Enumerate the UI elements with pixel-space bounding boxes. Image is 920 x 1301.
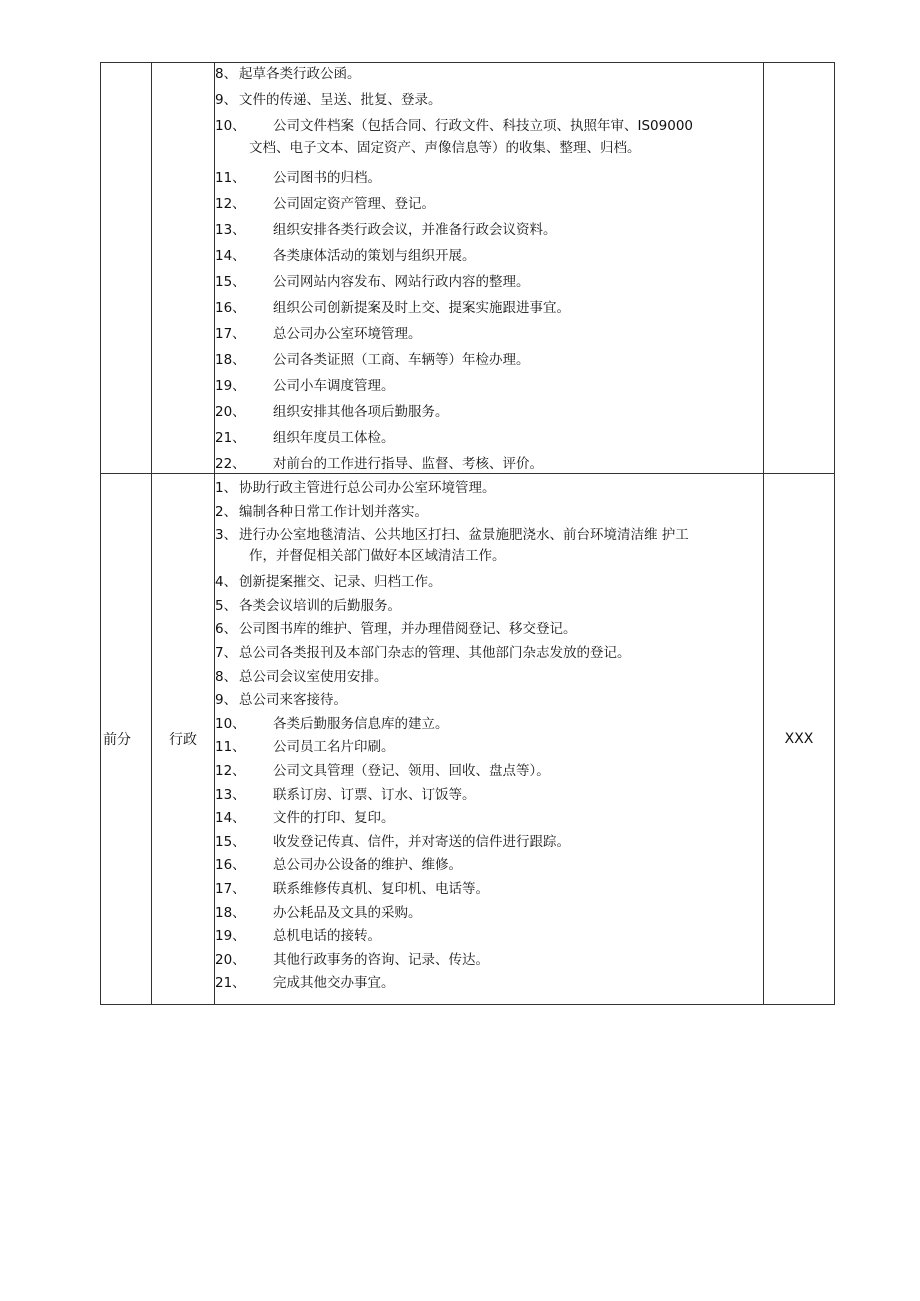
list-item <box>215 619 763 643</box>
item-text: 其他行政事务的咨询、记录、传达。 <box>273 951 489 968</box>
item-number: 1、 <box>215 480 238 496</box>
item-text: 总公司各类报刊及本部门杂志的管理、其他部门杂志发放的登记。 <box>239 644 631 661</box>
item-text: 总机电话的接转。 <box>273 928 381 945</box>
item-text: 创新提案摧交、记录、归档工作。 <box>239 574 442 591</box>
person-cell <box>764 63 835 474</box>
list-item <box>215 667 763 691</box>
list-item <box>215 63 763 89</box>
list-item <box>215 690 763 714</box>
list-item <box>215 478 763 502</box>
list-item <box>215 375 763 401</box>
list-item <box>215 193 763 219</box>
item-text: 各类康体活动的策划与组织开展。 <box>273 248 476 264</box>
item-number: 11、 <box>215 739 246 756</box>
item-number: 10、 <box>215 715 246 732</box>
list-item <box>215 401 763 427</box>
list-item <box>215 879 763 903</box>
item-text: 公司员工名片印刷。 <box>273 739 395 756</box>
item-text: 组织公司创新提案及时上交、提案实施跟进事宜。 <box>273 300 570 316</box>
item-number: 8、 <box>215 668 238 685</box>
item-text: 文件的传递、呈送、批复、登录。 <box>239 92 442 108</box>
list-item <box>215 427 763 453</box>
list-item <box>215 167 763 193</box>
department-cell: 前分 <box>101 474 152 1005</box>
item-number: 10、 <box>215 118 246 134</box>
list-item <box>215 903 763 927</box>
list-item <box>215 502 763 526</box>
item-text: 联系维修传真机、复印机、电话等。 <box>273 880 489 897</box>
list-item <box>215 115 763 167</box>
item-text: 文件的打印、复印。 <box>273 810 395 827</box>
duties-cell <box>215 63 764 474</box>
item-text: 组织安排其他各项后勤服务。 <box>273 404 449 420</box>
department-cell <box>101 63 152 474</box>
item-text-continued: 作，并督促相关部门做好本区域清洁工作。 <box>249 548 506 565</box>
item-text: 协助行政主管进行总公司办公室环境管理。 <box>239 480 496 496</box>
table-row <box>101 474 835 1005</box>
item-number: 4、 <box>215 574 238 591</box>
position-cell: 行政 <box>152 474 215 1005</box>
item-text: 组织安排各类行政会议，并准备行政会议资料。 <box>273 222 557 238</box>
item-number: 19、 <box>215 928 246 945</box>
item-number: 14、 <box>215 248 246 264</box>
item-text: 收发登记传真、信件，并对寄送的信件进行跟踪。 <box>273 833 570 850</box>
list-item <box>215 323 763 349</box>
item-number: 15、 <box>215 833 246 850</box>
duty-list <box>215 63 763 473</box>
item-text: 公司文件档案（包括合同、行政文件、科技立项、执照年审、IS09000 <box>273 118 693 134</box>
item-number: 12、 <box>215 196 246 212</box>
item-text: 完成其他交办事宜。 <box>273 975 395 992</box>
item-number: 8、 <box>215 66 238 82</box>
table-row <box>101 63 835 474</box>
item-text: 公司固定资产管理、登记。 <box>273 196 435 212</box>
list-item <box>215 761 763 785</box>
item-text: 办公耗品及文具的采购。 <box>273 904 422 921</box>
item-number: 12、 <box>215 762 246 779</box>
item-number: 20、 <box>215 951 246 968</box>
item-text: 总公司办公设备的维护、维修。 <box>273 857 462 874</box>
item-text: 公司各类证照（工商、车辆等）年检办理。 <box>273 352 530 368</box>
list-item <box>215 219 763 245</box>
item-text: 联系订房、订票、订水、订饭等。 <box>273 786 476 803</box>
item-number: 11、 <box>215 170 246 186</box>
list-item <box>215 832 763 856</box>
list-item <box>215 297 763 323</box>
item-text: 公司小车调度管理。 <box>273 378 395 394</box>
position-cell <box>152 63 215 474</box>
item-number: 17、 <box>215 326 246 342</box>
item-number: 18、 <box>215 904 246 921</box>
item-number: 14、 <box>215 810 246 827</box>
duty-table <box>100 62 835 1005</box>
list-item <box>215 596 763 620</box>
item-number: 20、 <box>215 404 246 420</box>
item-text: 编制各种日常工作计划并落实。 <box>239 503 428 520</box>
duty-list <box>215 478 763 997</box>
item-text: 公司网站内容发布、网站行政内容的整理。 <box>273 274 530 290</box>
item-number: 13、 <box>215 222 246 238</box>
list-item <box>215 950 763 974</box>
item-number: 21、 <box>215 430 246 446</box>
list-item <box>215 525 763 572</box>
item-number: 19、 <box>215 378 246 394</box>
list-item <box>215 245 763 271</box>
item-text: 总公司来客接待。 <box>239 692 347 709</box>
item-number: 22、 <box>215 456 246 472</box>
item-text: 起草各类行政公函。 <box>239 66 361 82</box>
item-text-continued: 文档、电子文本、固定资产、声像信息等）的收集、整理、归档。 <box>249 140 641 156</box>
item-number: 13、 <box>215 786 246 803</box>
list-item <box>215 785 763 809</box>
list-item <box>215 453 763 473</box>
item-number: 9、 <box>215 92 238 108</box>
item-number: 16、 <box>215 857 246 874</box>
list-item <box>215 737 763 761</box>
list-item <box>215 926 763 950</box>
item-text: 各类后勤服务信息库的建立。 <box>273 715 449 732</box>
person-cell: XXX <box>764 474 835 1005</box>
item-text: 总公司办公室环境管理。 <box>273 326 422 342</box>
item-text: 总公司会议室使用安排。 <box>239 668 388 685</box>
list-item <box>215 808 763 832</box>
duties-cell <box>215 474 764 1005</box>
list-item <box>215 349 763 375</box>
item-number: 3、 <box>215 527 238 544</box>
item-number: 9、 <box>215 692 238 709</box>
list-item <box>215 973 763 997</box>
list-item <box>215 572 763 596</box>
list-item <box>215 643 763 667</box>
item-text: 公司图书的归档。 <box>273 170 381 186</box>
item-text: 进行办公室地毯清洁、公共地区打扫、盆景施肥浇水、前台环境清洁维 护工 <box>239 527 689 544</box>
item-number: 7、 <box>215 644 238 661</box>
item-number: 16、 <box>215 300 246 316</box>
item-text: 各类会议培训的后勤服务。 <box>239 597 401 614</box>
item-number: 15、 <box>215 274 246 290</box>
item-number: 6、 <box>215 621 238 638</box>
item-number: 21、 <box>215 975 246 992</box>
item-number: 18、 <box>215 352 246 368</box>
list-item <box>215 714 763 738</box>
item-number: 5、 <box>215 597 238 614</box>
list-item <box>215 855 763 879</box>
item-text: 公司文具管理（登记、领用、回收、盘点等）。 <box>273 762 550 779</box>
item-text: 对前台的工作进行指导、监督、考核、评价。 <box>273 456 543 472</box>
list-item <box>215 89 763 115</box>
list-item <box>215 271 763 297</box>
item-number: 2、 <box>215 503 238 520</box>
item-text: 组织年度员工体检。 <box>273 430 395 446</box>
item-number: 17、 <box>215 880 246 897</box>
item-text: 公司图书库的维护、管理，并办理借阅登记、移交登记。 <box>239 621 577 638</box>
